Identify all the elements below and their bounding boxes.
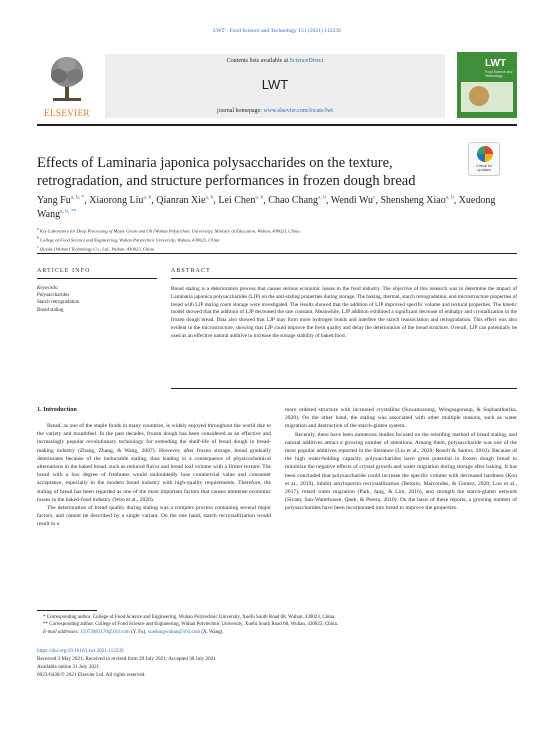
affiliation-text: Qiaoke (Wuhan) Technology Co., Ltd., Wuhan, 430023, China <box>39 246 155 252</box>
author-name[interactable]: Wendi Wu <box>330 195 374 206</box>
author-name[interactable]: Chao Chang <box>268 195 319 206</box>
abstract-text: Bread staling is a deterioration process that causes serious economic losses in the food industry. The objective of this research was to determine the impact of Laminaria japonica polysaccharides (LJP) on the anti-staling properties during storage. The baking, thermal, starch retrogradation, and microstructure properties of bread with LJP during room storage were investigated. The results showed that the addition of LJP improved specific volume and textural properties. The kinetic model showed that the addition of LJP decreased the rate constant. Meanwhile, LJP addition exhibited a significant decrease of enthalpy and crystallization in the frozen dough bread. Data also showed that LJP may form more hydrogen bonds and interfere the starch reassociation and retrogradation. This effect was also evident in the microstructure, showing that LJP could improve the fresh quality and delay the deterioration of the bread structure. Overall, LJP can potentially be used as an effective natural additive to increase the storage stability of baked food. <box>171 286 517 339</box>
author-affil-marker[interactable]: a, b <box>445 194 454 201</box>
homepage-prefix: journal homepage: <box>217 108 264 114</box>
affiliation-label: a <box>37 227 39 231</box>
author-affil-marker[interactable]: a, b, ** <box>60 208 77 215</box>
author-name[interactable]: Shensheng Xiao <box>380 195 446 206</box>
author-name[interactable]: Yang Fu <box>37 195 71 206</box>
corresponding-author-note: ** Corresponding author. College of Food Science and Engineering, Wuhan Polytechnic University, Xuefu South Road 68, Wuhan, 430023, China. <box>43 622 339 628</box>
abstract-end-rule <box>171 388 517 389</box>
body-column-right <box>285 406 517 513</box>
doi-link[interactable]: https://doi.org/10.1016/j.lwt.2021.112239 <box>37 648 124 654</box>
affiliation-label: c <box>37 245 39 250</box>
author-name[interactable]: Xuedong Wang <box>37 195 496 220</box>
author-affil-marker[interactable]: a, b <box>143 194 152 201</box>
body-paragraph: Bread, as one of the staple foods in many countries, is widely enjoyed throughout the world due to the variety and mouthfeel. In the past decades, frozen dough has been considered as an effective and increasingly popular revolutionary technology for extending the shelf-life of bread dough in bread-making industry (Zhang, Zhang, & Wang, 2007). However, after frozen storage, bread gradually deteriorates because of the ineluctable staling, thus leading to a consequence of physicochemical alternations in the baked bread, such as reduced flavor and bread loaf volume with a firmer texture. The bread with a low degree of freshness would undoubtedly lose commercial value and consumer acceptance, especially in the modern bread industry with high-quality requirements. Therefore, the staling of bread has been regarded as one of the most important factors that causes immense economic losses in the baked-food industry (Woo et al., 2020). <box>37 423 271 503</box>
elsevier-logo[interactable] <box>37 52 97 118</box>
author-name[interactable]: Qianran Xie <box>156 195 206 206</box>
email-link[interactable]: 15972083170@163.com <box>80 629 130 635</box>
affiliation <box>37 244 507 253</box>
footnotes <box>37 614 517 636</box>
contents-prefix: Contents lists available at <box>226 58 290 64</box>
keywords-title: Keywords: <box>37 286 59 291</box>
article-title: Effects of Laminaria japonica polysaccharides on the texture, retrogradation, and structure performances in frozen dough bread <box>37 155 416 189</box>
body-paragraph: more ordered structure with increased crystalline (Suwannarong, Wongsagonsup, & Suphantharika, 2020). On the other hand, the staling was associated with other multiple reasons, such as water migration and destruction of the starch-gluten system. <box>285 407 517 430</box>
author-affil-marker[interactable]: c <box>373 194 376 201</box>
affiliation-text: Key Laboratory for Deep Processing of Major Grain and Oil (Wuhan Polytechnic University), Ministry of Education, Wuhan, 430023, China <box>39 228 300 234</box>
check-updates-label: Check for updates <box>475 164 493 173</box>
sciencedirect-link[interactable]: ScienceDirect <box>289 58 324 64</box>
introduction-heading: 1. Introduction <box>37 406 77 413</box>
author-list: Yang $Fu^{a, b, *}$, Xiaorong Liu$^{a, b}$, Qianran Xie$^{a, b}$, Lei Chen$^{a, b}$, Chao Chang$^{a, b}$, Wendi Wu$^c$, Shensheng Xiao$^{a, b}$, Xuedong Wang$^{a, b, **}$ <box>37 194 496 220</box>
check-updates-icon <box>477 146 493 162</box>
masthead-box <box>105 54 445 118</box>
journal-cover[interactable] <box>457 52 517 118</box>
footnote-rule <box>37 610 97 611</box>
email-link[interactable]: xuedongwuhan@163.com <box>147 629 201 635</box>
copyright: 0023-6438/© 2021 Elsevier Ltd. All rights reserved. <box>37 672 146 678</box>
publication-info <box>37 647 517 679</box>
cover-title: LWT <box>485 58 507 69</box>
abstract-rule <box>171 278 517 279</box>
affiliation <box>37 226 507 235</box>
cover-image <box>461 82 513 112</box>
keyword[interactable]: Polysaccharides <box>37 293 70 299</box>
journal-name: LWT <box>261 77 289 92</box>
affiliations-rule <box>37 253 517 254</box>
article-info-rule <box>37 278 157 279</box>
contents-line <box>105 58 445 64</box>
author-affil-marker[interactable]: a, b <box>255 194 264 201</box>
cover-subtitle: Food Science and Technology <box>485 70 513 78</box>
keywords-block <box>37 285 157 314</box>
elsevier-wordmark: ELSEVIER <box>44 108 90 118</box>
affiliation <box>37 235 507 244</box>
received-dates: Received 3 May 2021; Received in revised form 29 July 2021; Accepted 30 July 2021 <box>37 656 216 662</box>
author-affil-marker[interactable]: a, b <box>205 194 214 201</box>
author-affil-marker[interactable]: a, b, * <box>70 194 85 201</box>
author-affil-marker[interactable]: a, b <box>318 194 326 201</box>
keyword[interactable]: Starch retrogradation <box>37 300 80 306</box>
check-for-updates-button[interactable] <box>468 142 500 176</box>
masthead-rule <box>37 124 517 126</box>
body-column-left <box>37 422 271 529</box>
keyword[interactable]: Bread staling <box>37 307 64 313</box>
homepage-link[interactable]: www.elsevier.com/locate/lwt <box>263 108 333 114</box>
author-name[interactable]: Lei Chen <box>218 195 256 206</box>
email-owner: (Y. Fu), <box>129 629 148 635</box>
elsevier-tree-icon <box>49 54 85 104</box>
email-owner: (X. Wang). <box>200 629 224 635</box>
masthead <box>37 52 517 120</box>
available-online: Available online 31 July 2021 <box>37 664 100 670</box>
article-info-heading: ARTICLE INFO <box>37 268 91 274</box>
corresponding-author-note: * Corresponding author. College of Food Science and Engineering, Wuhan Polytechnic University, Xuefu South Road 68, Wuhan, 430023, China. <box>43 615 336 620</box>
journal-citation-link[interactable]: LWT - Food Science and Technology 151 (2021) 112239 <box>213 28 341 34</box>
body-paragraph: Recently, there have been numerous studies focused on the retarding method of bread staling, and natural additives attract a growing number of attentions. Among them, polysaccharide was one of the most popular additives reported in the literature (Liu et al., 2020; Rosell & Santos, 2010). Because of the high water-holding capacity, polysaccharides have great potential in frozen dough bread to minimize the negative effects of crystal growth and water migration during storage after baking. It has been concluded that polysaccharide could increase the specific volume with decreased hardness (Kou et al., 2019), inhibit amylopectin recrystallization (Belorio, Marcondes, & Gomez, 2020; Luo et al., 2017), retard water migration (Park, Jang, & Lim, 2016), and strength the starch-gluten network (Sivam, Sun-Waterhouse, Quek, & Perera, 2010). On the basis of these reports, a growing number of polysaccharides have been incorporated into bread to improve the properties. <box>285 431 517 512</box>
affiliation-text: College of Food Science and Engineering, Wuhan Polytechnic University, Wuhan, 430023, China <box>39 237 220 243</box>
body-paragraph: The deterioration of bread quality during staling was a complex process containing several major factors, and cannot be described by a single variant. On the one hand, starch recrystallization would result in a <box>37 505 271 528</box>
author-name[interactable]: Xiaorong Liu <box>89 195 144 206</box>
abstract-heading: ABSTRACT <box>171 268 211 274</box>
homepage-line <box>105 108 445 114</box>
email-line <box>37 629 517 636</box>
affiliations <box>37 226 507 253</box>
affiliation-label: b <box>37 236 39 241</box>
email-prefix: E-mail addresses: <box>43 629 81 635</box>
